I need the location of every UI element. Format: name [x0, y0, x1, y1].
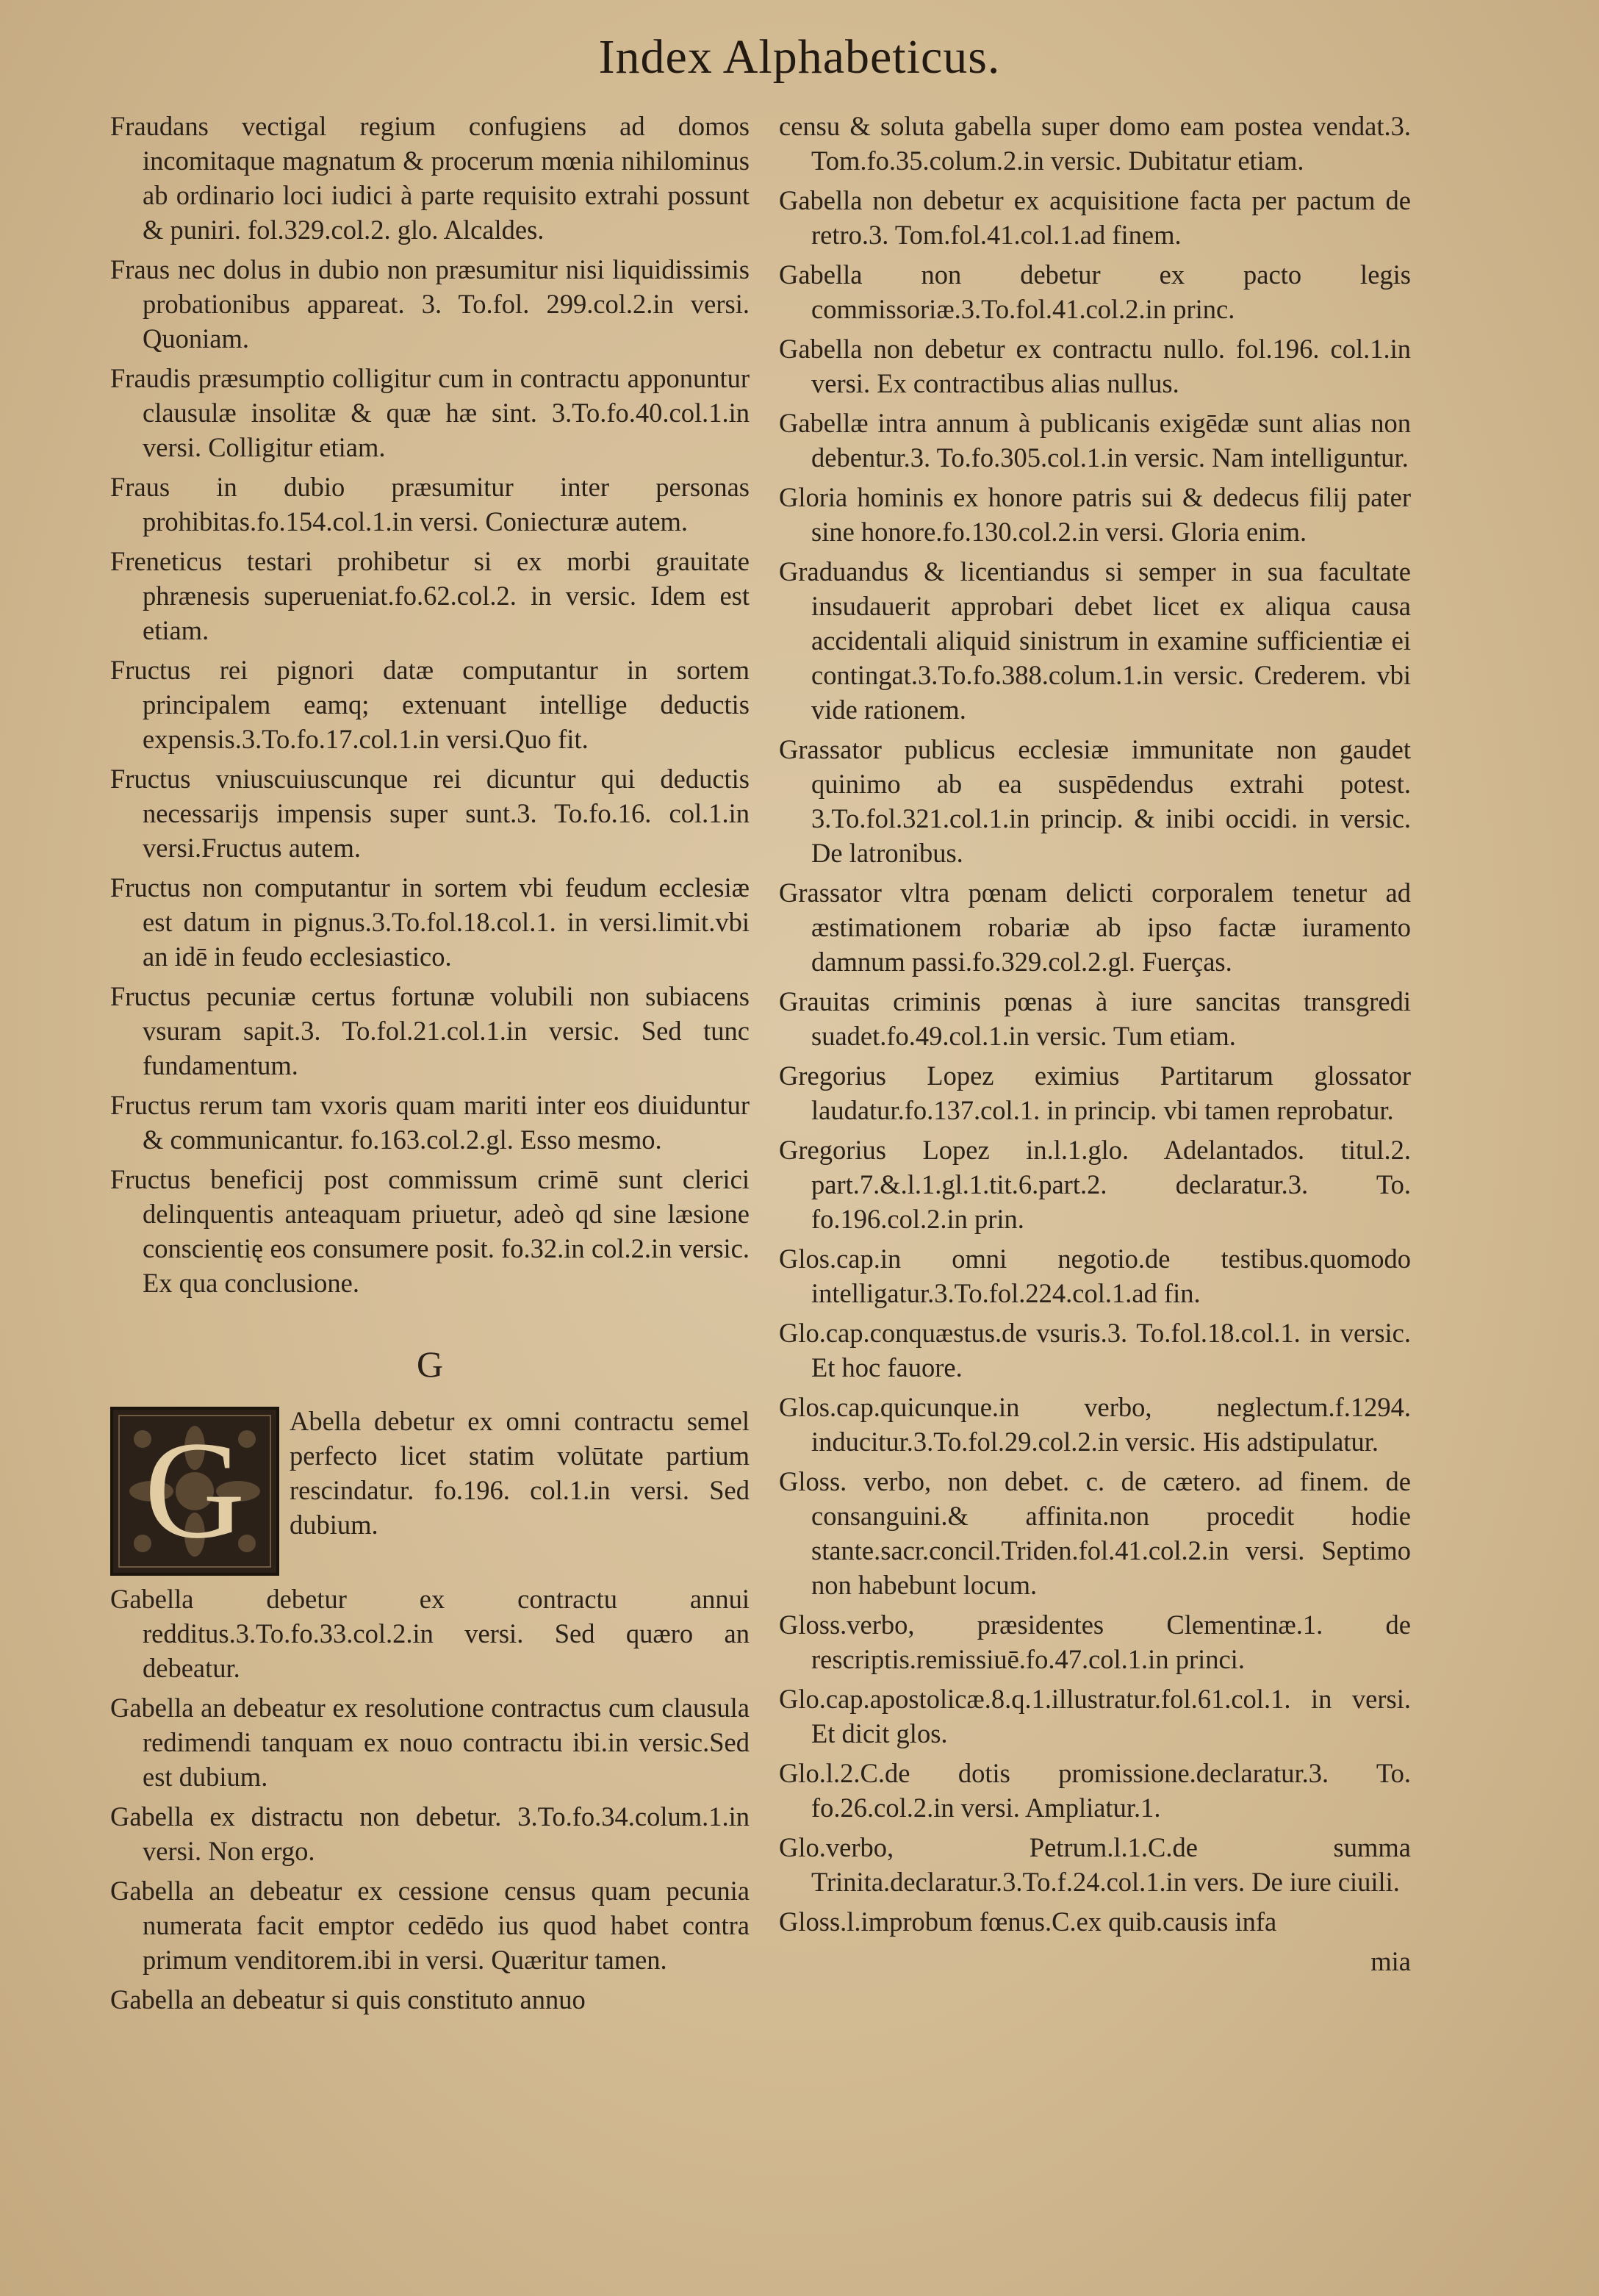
- index-entry: Glo.l.2.C.de dotis promissione.declaratur.3. To. fo.26.col.2.in versi. Ampliatur.1.: [779, 1758, 1411, 1823]
- index-entry: Fructus vniuscuiuscunque rei dicuntur qui deductis necessarijs impensis super sunt.3. To.fo.16. col.1.in versi.Fructus autem.: [110, 764, 750, 863]
- index-entry: Grassator vltra pœnam delicti corporalem tenetur ad æstimationem robariæ ab ipso factæ iuramento damnum passi.fo.329.col.2.gl. Fuerças.: [779, 878, 1411, 977]
- index-entry: Glos.cap.quicunque.in verbo, neglectum.f.1294. inducitur.3.To.fol.29.col.2.in versic. His adstipulatur.: [779, 1392, 1411, 1457]
- index-entry: Gloria hominis ex honore patris sui & dedecus filij pater sine honore.fo.130.col.2.in versi. Gloria enim.: [779, 482, 1411, 547]
- index-entry: Gabella debetur ex contractu annui redditus.3.To.fo.33.col.2.in versi. Sed quæro an debeatur.: [110, 1584, 750, 1683]
- index-entry: Gabella ex distractu non debetur. 3.To.fo.34.colum.1.in versi. Non ergo.: [110, 1801, 750, 1866]
- index-entry: Gloss. verbo, non debet. c. de cætero. ad finem. de consanguini.& affinita.non procedit hodie stante.sacr.concil.Triden.fol.41.col.2.in versi. Septimo non habebunt locum.: [779, 1466, 1411, 1600]
- index-entry: Fructus rei pignori datæ computantur in sortem principalem eamq; extenuant intellige deductis expensis.3.To.fo.17.col.1.in versi.Quo fit.: [110, 655, 750, 754]
- index-entry: Gabella an debeatur ex cessione census quam pecunia numerata facit emptor cedēdo ius quod habet contra primum venditorem.ibi in versi. Quæritur tamen.: [110, 1876, 750, 1975]
- index-entry: Gabella non debetur ex contractu nullo. fol.196. col.1.in versi. Ex contractibus alias nullus.: [779, 334, 1411, 398]
- index-entry: Freneticus testari prohibetur si ex morbi grauitate phrænesis superueniat.fo.62.col.2. in versic. Idem est etiam.: [110, 546, 750, 645]
- index-entry: Glos.cap.in omni negotio.de testibus.quomodo intelligatur.3.To.fol.224.col.1.ad fin.: [779, 1244, 1411, 1308]
- index-entry: Gabella an debeatur si quis constituto annuo: [110, 1984, 586, 2015]
- index-entry: censu & soluta gabella super domo eam postea vendat.3. Tom.fo.35.colum.2.in versic. Dubitatur etiam.: [779, 111, 1411, 176]
- initial-letter: G: [144, 1413, 245, 1568]
- index-entry: Gabella non debetur ex pacto legis commissoriæ.3.To.fol.41.col.2.in princ.: [779, 259, 1411, 324]
- index-entry: Glo.cap.apostolicæ.8.q.1.illustratur.fol.61.col.1. in versi. Et dicit glos.: [779, 1684, 1411, 1748]
- index-entry: Glo.cap.conquæstus.de vsuris.3. To.fol.18.col.1. in versic. Et hoc fauore.: [779, 1318, 1411, 1382]
- dropcap-entry: [110, 1404, 750, 1576]
- index-entry: Gabella non debetur ex acquisitione facta per pactum de retro.3. Tom.fol.41.col.1.ad finem.: [779, 185, 1411, 250]
- entries-g: [110, 1582, 750, 2017]
- index-entry: Grassator publicus ecclesiæ immunitate non gaudet quinimo ab ea suspēdendus extrahi potest. 3.To.fol.321.col.1.in princip. & inibi occidi. in versic. De latronibus.: [779, 734, 1411, 868]
- index-entry: Grauitas criminis pœnas à iure sancitas transgredi suadet.fo.49.col.1.in versic. Tum etiam.: [779, 986, 1411, 1051]
- index-entry: Gloss.l.improbum fœnus.C.ex quib.causis infa: [779, 1906, 1277, 1937]
- index-entry: Gregorius Lopez in.l.1.glo. Adelantados. titul.2. part.7.&.l.1.gl.1.tit.6.part.2. declaratur.3. To. fo.196.col.2.in prin.: [779, 1135, 1411, 1234]
- index-entry: Gabellæ intra annum à publicanis exigēdæ sunt alias non debentur.3. To.fo.305.col.1.in versic. Nam intelliguntur.: [779, 408, 1411, 473]
- page-title: Index Alphabeticus.: [598, 30, 1001, 84]
- index-entry: Fraus in dubio præsumitur inter personas prohibitas.fo.154.col.1.in versi. Coniecturæ autem.: [110, 472, 750, 537]
- index-entry: Gabella an debeatur ex resolutione contractus cum clausula redimendi tanquam ex nouo contractu ibi.in versic.Sed est dubium.: [110, 1693, 750, 1792]
- catchword: mia: [1370, 1946, 1411, 1976]
- index-entry: Fructus pecuniæ certus fortunæ volubili non subiacens vsuram sapit.3. To.fol.21.col.1.in versic. Sed tunc fundamentum.: [110, 981, 750, 1080]
- right-column: [779, 109, 1411, 1978]
- section-letter: G: [416, 1343, 444, 1385]
- left-column: [110, 109, 750, 2022]
- index-entry: Graduandus & licentiandus si semper in sua facultate insudauerit approbari debet licet ex aliqua causa accidentali aliquid sinistrum in examine sufficientiæ ei contingat.3.To.fo.388.colum.1.in versic. Crederem. vbi vide rationem.: [779, 556, 1411, 725]
- index-entry: Fraus nec dolus in dubio non præsumitur nisi liquidissimis probationibus appareat. 3. To.fol. 299.col.2.in versi. Quoniam.: [110, 254, 750, 354]
- index-entry: Abella debetur ex omni contractu semel perfecto licet statim volūtate partium rescindatur. fo.196. col.1.in versi. Sed dubium.: [290, 1406, 750, 1540]
- entries-f: [110, 109, 750, 1300]
- index-entry: Glo.verbo, Petrum.l.1.C.de summa Trinita.declaratur.3.To.f.24.col.1.in vers. De iure ciuili.: [779, 1832, 1411, 1897]
- index-entry: Fraudis præsumptio colligitur cum in contractu apponuntur clausulæ insolitæ & quæ hæ sint. 3.To.fo.40.col.1.in versi. Colligitur etiam.: [110, 363, 750, 462]
- index-entry: Gregorius Lopez eximius Partitarum glossator laudatur.fo.137.col.1. in princip. vbi tamen reprobatur.: [779, 1061, 1411, 1125]
- ornamental-initial: [110, 1407, 279, 1576]
- index-entry: Fructus beneficij post commissum crimē sunt clerici delinquentis anteaquam priuetur, adeò qd sine læsione conscientię eos consumere posit. fo.32.in col.2.in versic. Ex qua conclusione.: [110, 1164, 750, 1298]
- index-entry: Fraudans vectigal regium confugiens ad domos incomitaque magnatum & procerum mœnia nihilominus ab ordinario loci iudici à parte requisito extrahi possunt & puniri. fol.329.col.2. glo. Alcaldes.: [110, 111, 750, 245]
- index-entry: Gloss.verbo, præsidentes Clementinæ.1. de rescriptis.remissiuē.fo.47.col.1.in princi.: [779, 1610, 1411, 1674]
- index-entry: Fructus rerum tam vxoris quam mariti inter eos diuiduntur & communicantur. fo.163.col.2.gl. Esso mesmo.: [110, 1090, 750, 1155]
- index-entry: Fructus non computantur in sortem vbi feudum ecclesiæ est datum in pignus.3.To.fol.18.col.1. in versi.limit.vbi an idē in feudo ecclesiastico.: [110, 872, 750, 972]
